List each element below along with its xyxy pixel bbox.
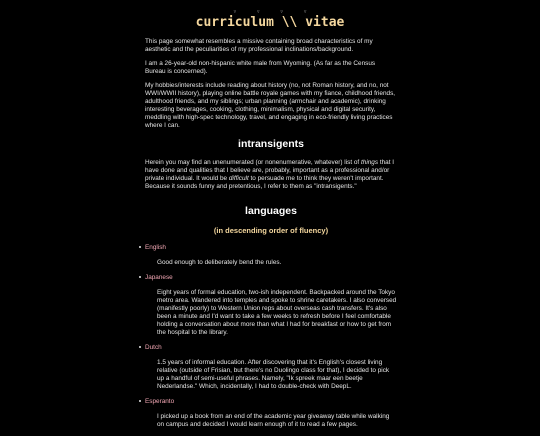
list-item [145, 398, 397, 429]
page-title: curriculum \\ vitae [195, 15, 345, 30]
emphasis-text: things [360, 159, 379, 167]
list-item [145, 274, 397, 337]
intransigents-text: Herein you may find an unenumerated (or nonenumerative, whatever) list of [145, 159, 361, 167]
language-description: Good enough to deliberately bend the rules. [157, 258, 282, 266]
intro-paragraph-2: I am a 26-year-old non-hispanic white male from Wyoming. (As far as the Census Bureau is concerned). [145, 60, 376, 75]
languages-heading: languages [245, 205, 297, 218]
language-description: Eight years of formal education, two-ish independent. Backpacked around the Tokyo metro area. Wandered into temples and spoke to shrine caretakers. I also conversed (manifestly poorly) to Western Union reps about overseas cash transfers. It's also been a minute and I'd want to take a few weeks to refresh before I feel comfortable holding a conversation about more than what I had for breakfast or how to get from the hospital to the library. [157, 288, 397, 336]
intransigents-paragraph [145, 159, 397, 191]
intransigents-text: that I have done and qualities that I believe are, probably, important as a professional and/or private individual. It would be [145, 159, 395, 183]
languages-list [145, 244, 397, 429]
languages-subheading: (in descending order of fluency) [213, 226, 329, 236]
intransigents-text: to persuade me to think they weren't important. Because it sounds funny and pretentious, I refer to them as "intransigents." [145, 175, 384, 191]
list-item [145, 244, 397, 267]
link-icon[interactable]: ▿ [257, 9, 260, 15]
language-name: Esperanto [145, 398, 397, 406]
list-item [145, 344, 397, 391]
language-name: Dutch [145, 344, 397, 352]
link-icon[interactable]: ▿ [303, 9, 307, 15]
language-name: Japanese [145, 274, 397, 282]
link-icon[interactable]: ▿ [280, 9, 283, 15]
language-description: 1.5 years of informal education. After discovering that it's English's closest living relative (outside of Frisian, but there's no Duolingo class for that), I decided to pick up a handful of semi-useful phrases. Namely, "Ik spreek maar een beetje Nederlandse." Which, incidentally, I had to double-check with DeepL. [157, 358, 390, 390]
emphasis-text: difficult [228, 175, 249, 183]
link-icon[interactable]: ▿ [233, 9, 237, 15]
intransigents-heading: intransigents [238, 138, 304, 150]
language-description: I picked up a book from an end of the academic year giveaway table while walking on campus and decided I would learn enough of it to read a few pages. [157, 412, 390, 428]
main-content [145, 38, 397, 436]
intro-paragraph-1: This page somewhat resembles a missive containing broad characteristics of my aesthetic and the peculiarities of my professional inclinations/background. [145, 38, 373, 53]
intro-paragraph-3: My hobbies/interests include reading about history (no, not Roman history, and no, not WWI/WWII history), playing online battle royale games with my fiance, childhood friends, adulthood friends, and my siblings; urban planning (armchair and academic), drinking interesting beverages, cooking, clothing, minimalism, physical and digital security, meddling with high-spec technology, travel, and engaging in eco-friendly living practices where I can. [145, 82, 396, 129]
language-name: English [145, 244, 397, 252]
